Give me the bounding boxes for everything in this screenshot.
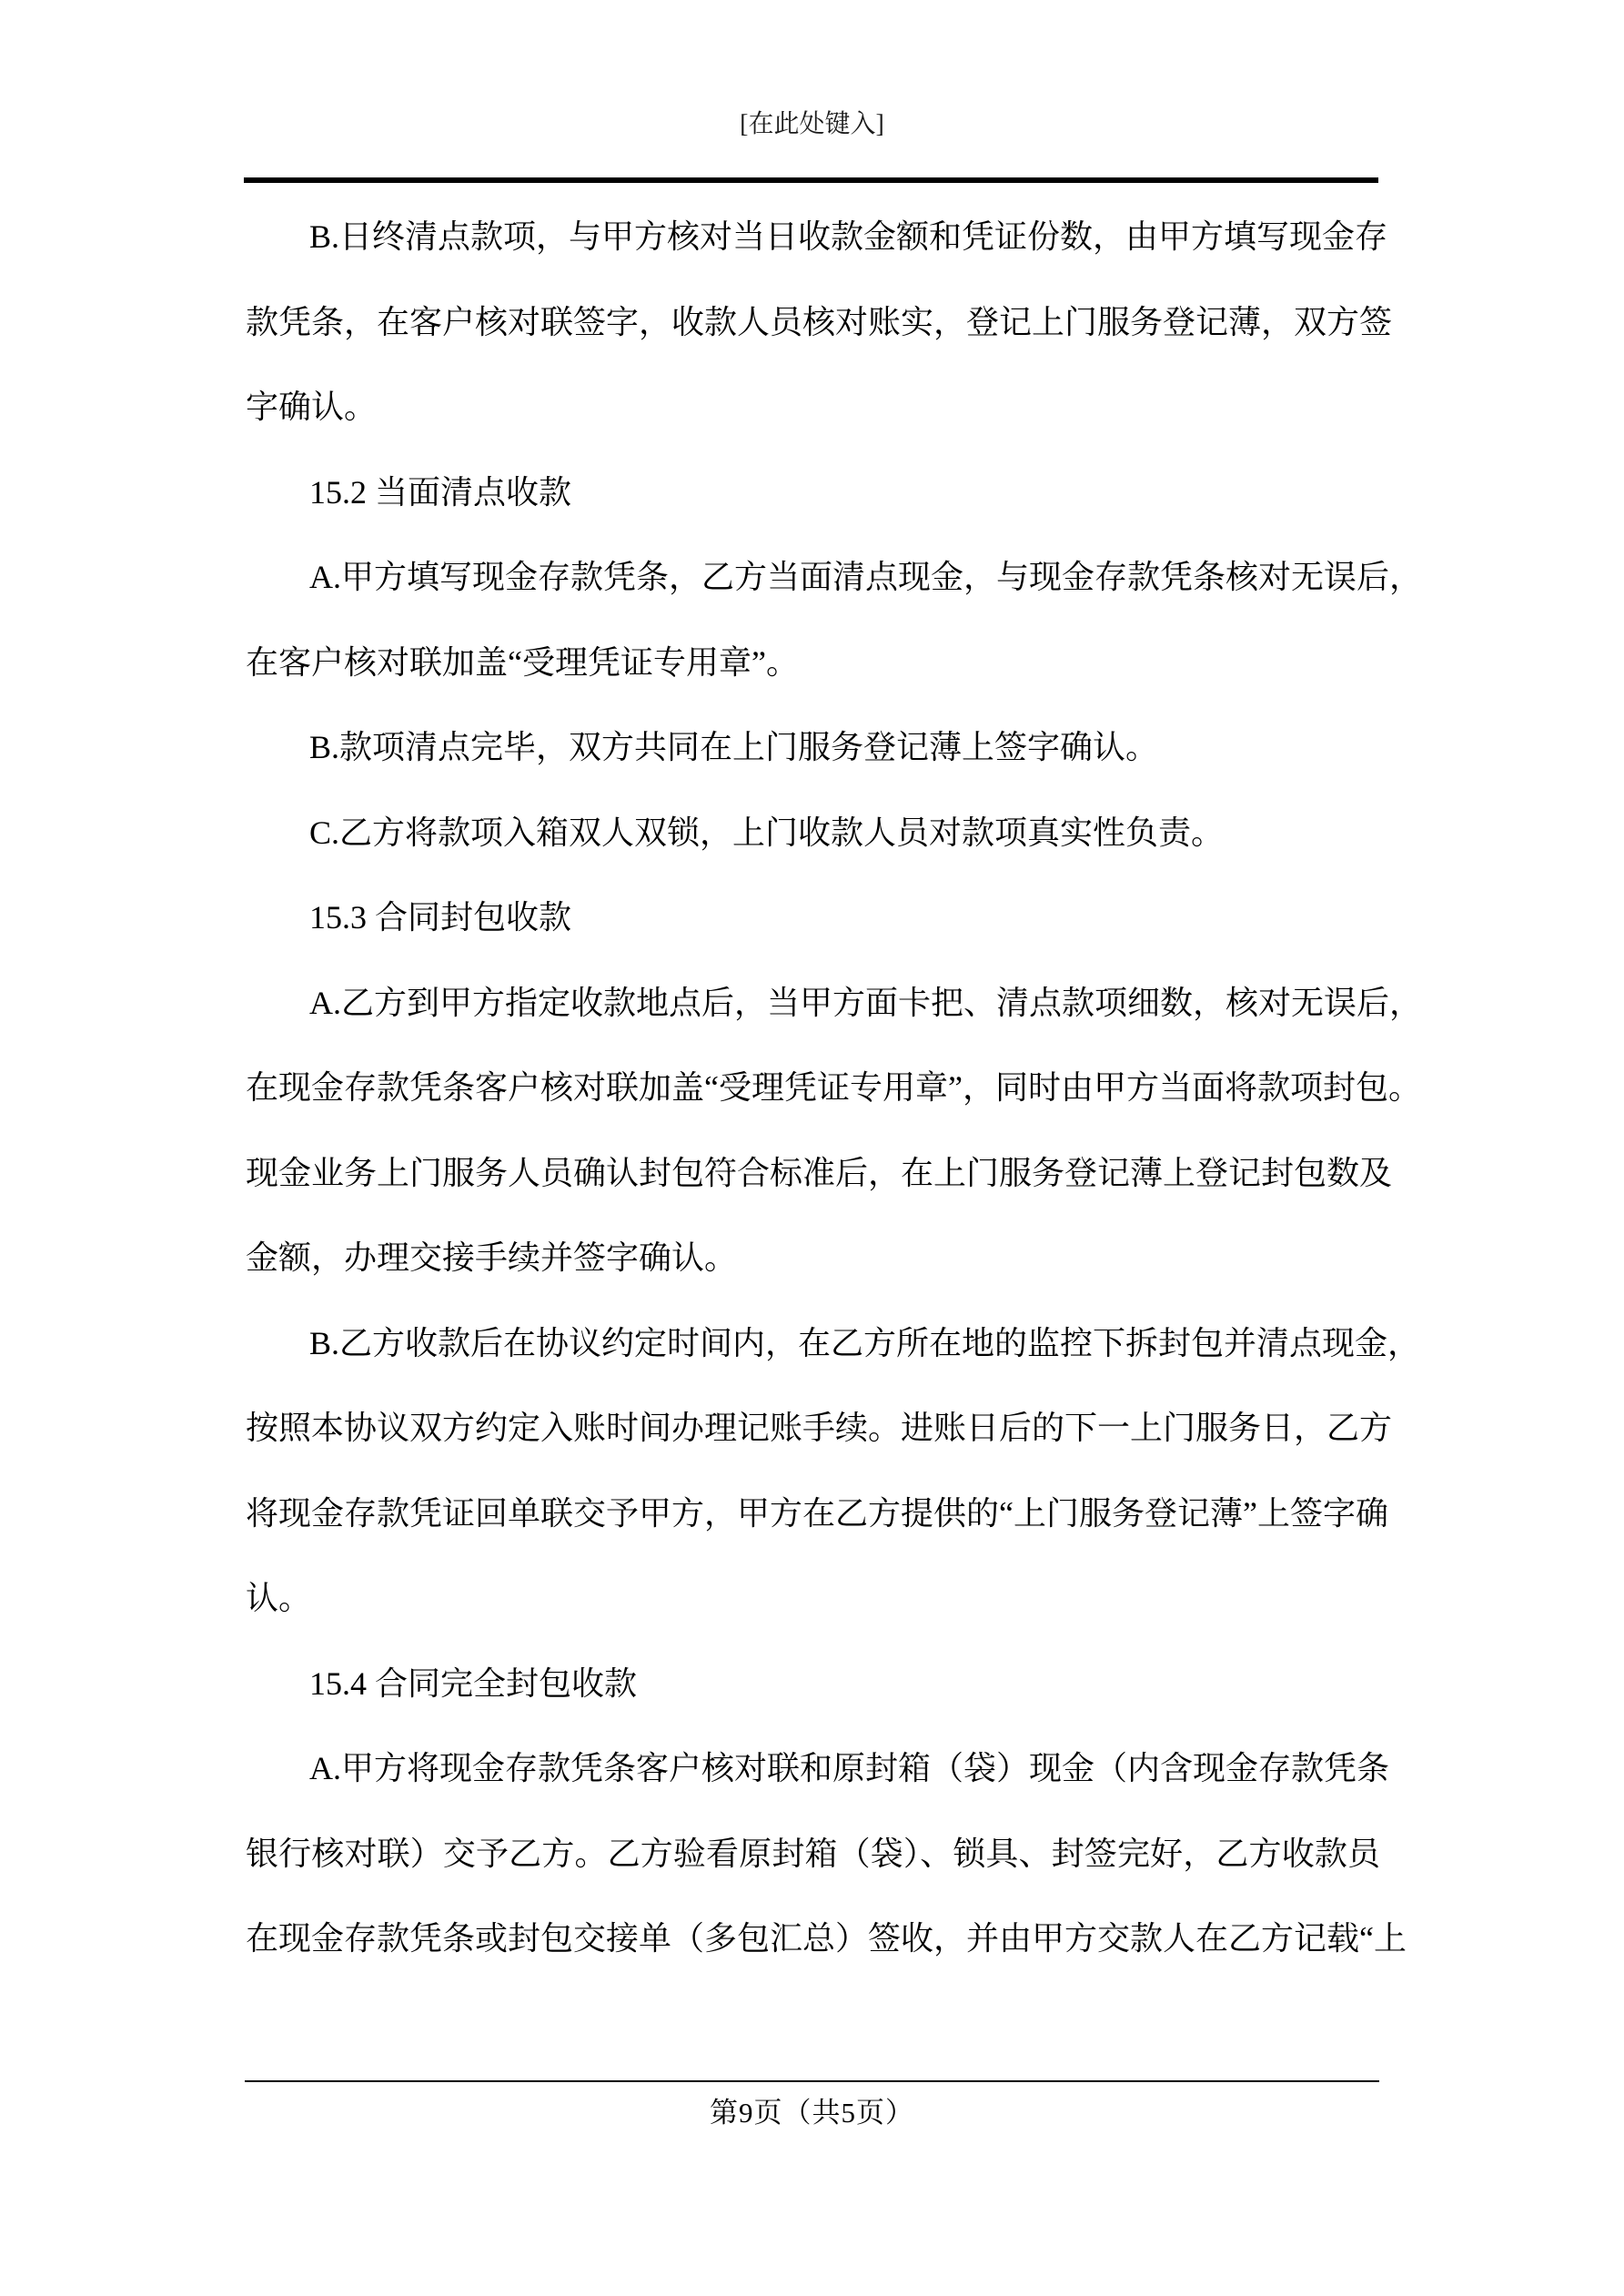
- doc-line: B.日终清点款项，与甲方核对当日收款金额和凭证份数，由甲方填写现金存: [309, 218, 1388, 255]
- doc-line: A.甲方将现金存款凭条客户核对联和原封箱（袋）现金（内含现金存款凭条: [309, 1750, 1389, 1786]
- doc-line: 银行核对联）交予乙方。乙方验看原封箱（袋）、锁具、封签完好，乙方收款员: [246, 1835, 1380, 1872]
- document-body: [246, 195, 1422, 1982]
- doc-line: B.乙方收款后在协议约定时间内，在乙方所在地的监控下拆封包并清点现金，: [309, 1324, 1421, 1361]
- section-heading: 15.4 合同完全封包收款: [309, 1664, 638, 1702]
- doc-line: 现金业务上门服务人员确认封包符合标准后，在上门服务登记薄上登记封包数及: [246, 1154, 1393, 1191]
- section-heading: 15.2 当面清点收款: [309, 473, 572, 511]
- doc-line: 字确认。: [246, 389, 378, 425]
- header-placeholder: [在此处键入]: [740, 110, 884, 138]
- section-heading: 15.3 合同封包收款: [309, 899, 572, 936]
- page-number: 第9页（共5页）: [710, 2097, 914, 2129]
- doc-line: C.乙方将款项入箱双人双锁，上门收款人员对款项真实性负责。: [309, 814, 1225, 851]
- doc-line: 在客户核对联加盖“受理凭证专用章”。: [246, 643, 799, 681]
- header-rule: [244, 177, 1378, 183]
- doc-line: 按照本协议双方约定入账时间办理记账手续。进账日后的下一上门服务日，乙方: [246, 1410, 1393, 1446]
- doc-line: A.甲方填写现金存款凭条，乙方当面清点现金，与现金存款凭条核对无误后，: [309, 559, 1422, 595]
- doc-line: 认。: [246, 1580, 312, 1616]
- doc-line: 在现金存款凭条客户核对联加盖“受理凭证专用章”，同时由甲方当面将款项封包。: [246, 1069, 1421, 1106]
- doc-line: A.乙方到甲方指定收款地点后，当甲方面卡把、清点款项细数，核对无误后，: [309, 984, 1422, 1021]
- doc-line: B.款项清点完毕，双方共同在上门服务登记薄上签字确认。: [309, 729, 1159, 765]
- doc-line: 将现金存款凭证回单联交予甲方，甲方在乙方提供的“上门服务登记薄”上签字确: [246, 1494, 1388, 1532]
- footer-rule: [245, 2080, 1379, 2082]
- doc-line: 款凭条，在客户核对联签字，收款人员核对账实，登记上门服务登记薄，双方签: [246, 303, 1393, 340]
- doc-line: 在现金存款凭条或封包交接单（多包汇总）签收，并由甲方交款人在乙方记载“上: [246, 1920, 1407, 1957]
- doc-line: 金额，办理交接手续并签字确认。: [246, 1239, 738, 1276]
